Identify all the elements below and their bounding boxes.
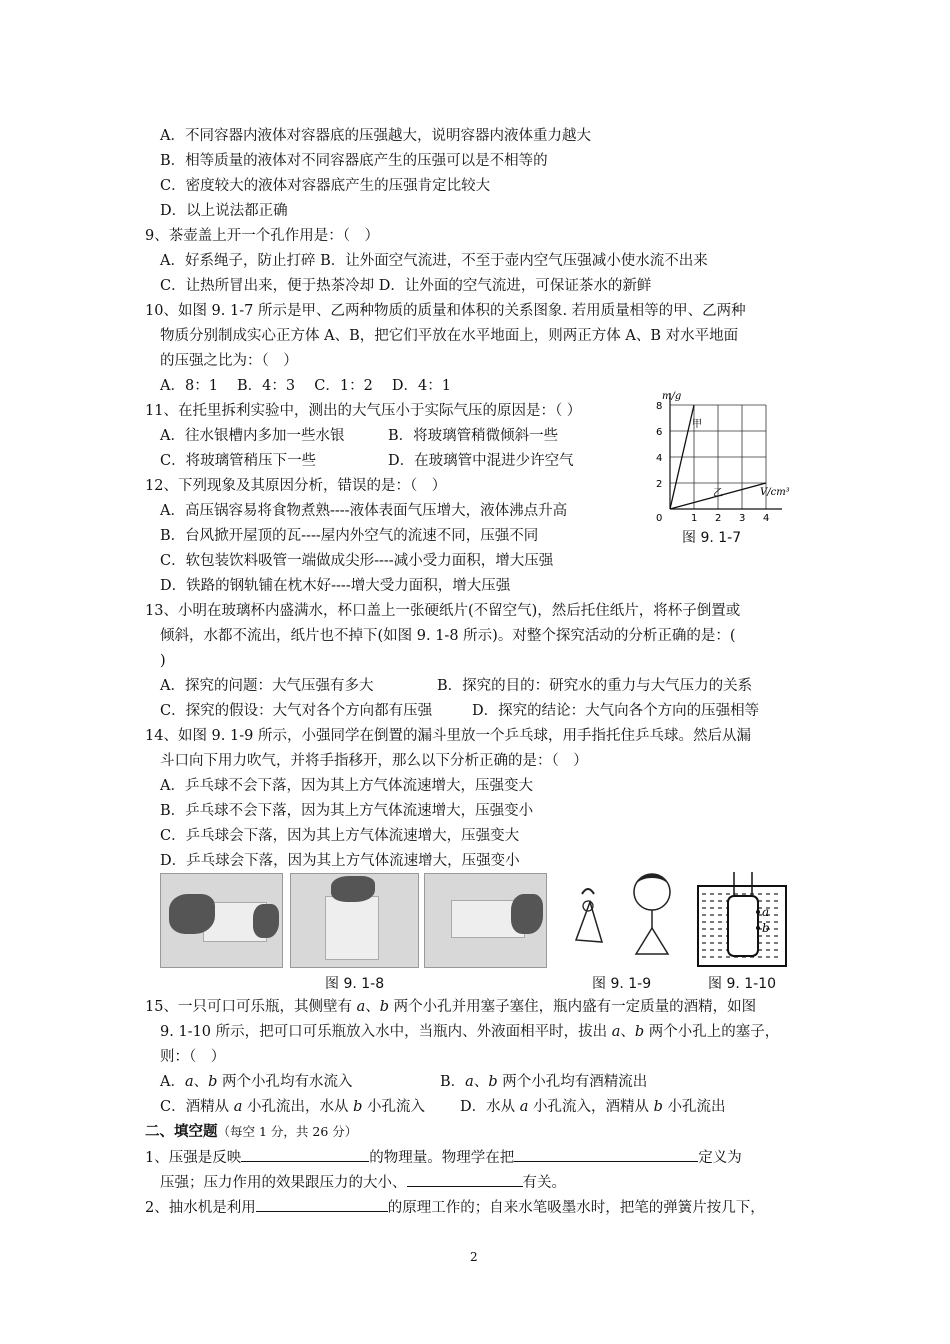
fig-9-1-9-caption: 图 9. 1-9 xyxy=(592,976,652,992)
q15-optC-a: a xyxy=(233,1099,243,1115)
section-2-title: 二、填空题 xyxy=(145,1124,218,1140)
q10-line3: 的压强之比为：（ ） xyxy=(160,353,298,369)
fill-2-part-a: 2、抽水机是利用 xyxy=(145,1200,256,1216)
q15-optA-prefix: A． xyxy=(160,1074,185,1090)
q15-var-a: a xyxy=(356,999,366,1015)
q12-option-c: C．软包装饮料吸管一端做成尖形----减小受力面积，增大压强 xyxy=(160,553,554,569)
fill-1-part-a: 1、压强是反映 xyxy=(145,1150,242,1166)
fig-9-1-8-photo-1 xyxy=(160,873,283,968)
line-label-yi: 乙 xyxy=(713,488,723,499)
y-tick-label: 0 xyxy=(656,513,663,524)
q15-option-c xyxy=(160,1097,425,1117)
y-tick-label: 6 xyxy=(656,427,663,438)
q13-option-c: C．探究的假设：大气对各个方向都有压强 xyxy=(160,703,433,719)
q10-options: A．8：1 B．4：3 C．1：2 D．4：1 xyxy=(160,378,451,394)
q15-line2-end: 两个小孔上的塞子， xyxy=(644,1024,780,1040)
q15-line2-start: 9. 1-10 所示，把可口可乐瓶放入水中，当瓶内、外液面相平时，拔出 xyxy=(160,1024,612,1040)
fill-1-part-c: 定义为 xyxy=(698,1150,742,1166)
fill-1-part-d: 压强；压力作用的效果跟压力的大小、 xyxy=(160,1175,407,1191)
q15-line2-var-b: b xyxy=(634,1024,645,1040)
q11-stem: 11、在托里拆利实验中，测出的大气压小于实际气压的原因是：（ ） xyxy=(145,403,582,419)
q15-optC-b: b xyxy=(353,1099,363,1115)
q15-optB-prefix: B． xyxy=(440,1074,466,1090)
section-2-heading xyxy=(145,1122,357,1142)
q15-optB-sep: 、 xyxy=(473,1074,489,1090)
q15-optA-b: b xyxy=(208,1074,218,1090)
x-tick-label: 4 xyxy=(763,513,770,524)
q15-optD-1: D．水从 xyxy=(460,1099,520,1115)
q8-option-c: C．密度较大的液体对容器底产生的压强肯定比较大 xyxy=(160,178,491,194)
q15-line1 xyxy=(145,997,756,1017)
q15-line1-end: 两个小孔并用塞子塞住，瓶内盛有一定质量的酒精，如图 xyxy=(389,999,757,1015)
y-tick-label: 8 xyxy=(656,401,663,412)
q14-option-b: B．乒乓球不会下落，因为其上方气体流速增大，压强变小 xyxy=(160,803,534,819)
fill-2-line1 xyxy=(145,1197,765,1218)
q13-line1: 13、小明在玻璃杯内盛满水，杯口盖上一张硬纸片(不留空气)，然后托住纸片，将杯子倒置或 xyxy=(145,603,741,619)
q9-options-line1: A．好系绳子，防止打碎 B．让外面空气流进，不至于壶内空气压强减小使水流不出来 xyxy=(160,253,708,269)
q14-option-c: C．乒乓球会下落，因为其上方气体流速增大，压强变大 xyxy=(160,828,520,844)
q13-line3: ) xyxy=(160,653,166,669)
q15-optC-3: 小孔流入 xyxy=(362,1099,425,1115)
q15-optC-2: 小孔流出，水从 xyxy=(242,1099,354,1115)
q15-var-b: b xyxy=(379,999,390,1015)
fill-2-part-b: 的原理工作的；自来水笔吸墨水时，把笔的弹簧片按几下， xyxy=(387,1200,765,1216)
q15-optA-a: a xyxy=(184,1074,194,1090)
fig-9-1-8-photo-3 xyxy=(424,873,547,968)
q11-option-b: B．将玻璃管稍微倾斜一些 xyxy=(388,428,559,444)
fill-1-blank-1[interactable] xyxy=(241,1147,369,1162)
q8-option-b: B．相等质量的液体对不同容器底产生的压强可以是不相等的 xyxy=(160,153,548,169)
q12-option-a: A．高压锅容易将食物煮熟----液体表面气压增大，液体沸点升高 xyxy=(160,503,568,519)
q15-optD-b: b xyxy=(653,1099,663,1115)
q15-option-a xyxy=(160,1072,353,1092)
q12-option-d: D．铁路的钢轨铺在枕木好----增大受力面积，增大压强 xyxy=(160,578,511,594)
q8-option-a: A．不同容器内液体对容器底的压强越大，说明容器内液体重力越大 xyxy=(160,128,591,144)
line-label-jia: 甲 xyxy=(692,419,702,430)
q14-line2: 斗口向下用力吹气，并将手指移开，那么以下分析正确的是：（ ） xyxy=(160,753,588,769)
x-tick-label: 2 xyxy=(715,513,722,524)
q14-line1: 14、如图 9. 1-9 所示，小强同学在倒置的漏斗里放一个乒乓球，用手指托住乒乓球。然后从漏 xyxy=(145,728,751,744)
graph-fig-9-1-7 xyxy=(640,385,800,525)
q8-option-d: D．以上说法都正确 xyxy=(160,203,288,219)
q10-line1: 10、如图 9. 1-7 所示是甲、乙两种物质的质量和体积的关系图象. 若用质量相等的甲、乙两种 xyxy=(145,303,746,319)
fig-9-1-10-caption: 图 9. 1-10 xyxy=(708,976,777,992)
q15-optD-3: 小孔流出 xyxy=(662,1099,726,1115)
fig-9-1-8-caption: 图 9. 1-8 xyxy=(325,976,385,992)
q15-optD-2: 小孔流入，酒精从 xyxy=(528,1099,654,1115)
q15-optA-rest: 两个小孔均有水流入 xyxy=(217,1074,353,1090)
fig-9-1-7-caption: 图 9. 1-7 xyxy=(682,530,742,546)
q9-stem: 9、茶壶盖上开一个孔作用是：（ ） xyxy=(145,228,379,244)
q14-option-a: A．乒乓球不会下落，因为其上方气体流速增大，压强变大 xyxy=(160,778,533,794)
q15-optA-sep: 、 xyxy=(193,1074,209,1090)
fill-1-part-b: 的物理量。物理学在把 xyxy=(369,1150,515,1166)
graph-ticks xyxy=(656,401,769,524)
q13-option-d: D．探究的结论：大气向各个方向的压强相等 xyxy=(472,703,760,719)
q10-line2: 物质分别制成实心正方体 A、B，把它们平放在水平地面上，则两正方体 A、B 对水平地面 xyxy=(160,328,739,344)
q15-line3: 则：（ ） xyxy=(160,1049,226,1065)
fill-1-line1 xyxy=(145,1147,742,1168)
q15-sep: 、 xyxy=(365,999,380,1015)
y-tick-label: 2 xyxy=(656,479,663,490)
fill-1-blank-3[interactable] xyxy=(407,1172,523,1187)
hole-b-label: b xyxy=(762,921,770,935)
y-tick-label: 4 xyxy=(656,453,663,464)
fig-9-1-9-drawing xyxy=(562,870,686,970)
fill-1-part-e: 有关。 xyxy=(522,1175,566,1191)
fill-1-line2 xyxy=(160,1172,566,1193)
page-number: 2 xyxy=(470,1250,478,1264)
q15-line2-var-a: a xyxy=(611,1024,621,1040)
section-2-note: （每空 1 分，共 26 分） xyxy=(217,1124,358,1139)
q15-optB-a: a xyxy=(465,1074,474,1090)
q11-option-a: A．往水银槽内多加一些水银 xyxy=(160,428,345,444)
q9-options-line2: C．让热所冒出来，便于热茶冷却 D．让外面的空气流进，可保证茶水的新鲜 xyxy=(160,278,652,294)
q13-option-b: B．探究的目的：研究水的重力与大气压力的关系 xyxy=(437,678,753,694)
q12-stem: 12、下列现象及其原因分析，错误的是：（ ） xyxy=(145,478,447,494)
fig-9-1-8-photo-2 xyxy=(290,873,419,968)
q11-option-d: D．在玻璃管中混进少许空气 xyxy=(388,453,574,469)
q15-optB-rest: 两个小孔均有酒精流出 xyxy=(497,1074,648,1090)
q15-line2-sep: 、 xyxy=(620,1024,635,1040)
q15-optB-b: b xyxy=(488,1074,498,1090)
fill-1-blank-2[interactable] xyxy=(514,1147,698,1162)
q11-option-c: C．将玻璃管稍压下一些 xyxy=(160,453,317,469)
q15-optC-1: C．酒精从 xyxy=(160,1099,234,1115)
x-tick-label: 3 xyxy=(739,513,746,524)
q15-line1-start: 15、一只可口可乐瓶，其侧壁有 xyxy=(145,999,357,1015)
fig-9-1-10-drawing xyxy=(694,870,794,970)
y-axis-label: m/g xyxy=(662,391,682,402)
q15-optD-a: a xyxy=(519,1099,529,1115)
q15-option-d xyxy=(460,1097,726,1117)
q13-option-a: A．探究的问题：大气压强有多大 xyxy=(160,678,374,694)
q14-option-d: D．乒乓球会下落，因为其上方气体流速增大，压强变小 xyxy=(160,853,520,869)
q12-option-b: B．台风掀开屋顶的瓦----屋内外空气的流速不同，压强不同 xyxy=(160,528,539,544)
x-tick-label: 1 xyxy=(691,513,698,524)
fill-2-blank-1[interactable] xyxy=(256,1197,388,1212)
x-axis-label: V/cm³ xyxy=(760,487,790,498)
hole-a-label: a xyxy=(762,905,770,919)
q13-line2: 倾斜，水都不流出，纸片也不掉下(如图 9. 1-8 所示)。对整个探究活动的分析正确的是：( xyxy=(160,628,736,644)
q15-line2 xyxy=(160,1022,779,1042)
q15-option-b xyxy=(440,1072,647,1092)
